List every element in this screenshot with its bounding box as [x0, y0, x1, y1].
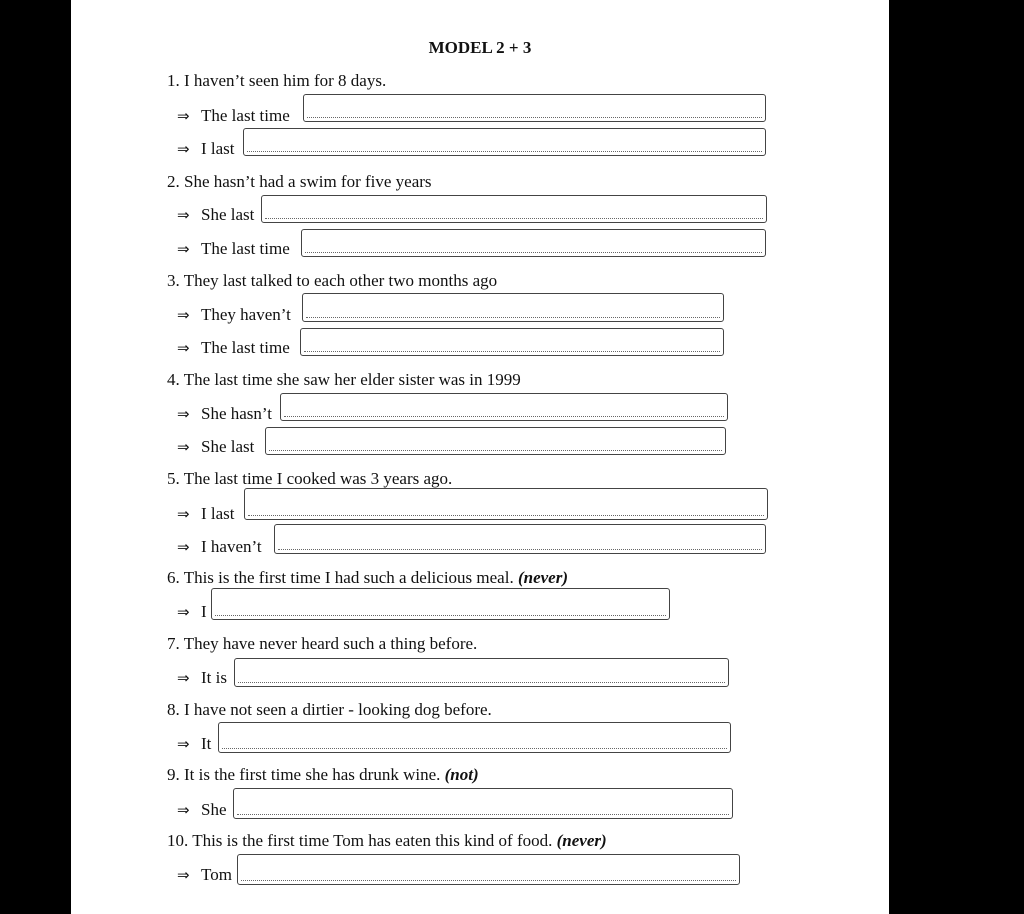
arrow-icon: ⇒: [177, 538, 190, 556]
question-hint: (never): [556, 831, 607, 850]
arrow-icon: ⇒: [177, 140, 190, 158]
answer-box-3b[interactable]: [300, 328, 724, 356]
answer-prompt-2b: [177, 239, 290, 259]
answer-prompt-10a: [177, 865, 232, 885]
question-7: [167, 634, 477, 654]
arrow-icon: ⇒: [177, 603, 190, 621]
prompt-label: I haven’t: [201, 537, 262, 556]
prompt-label: She last: [201, 205, 255, 224]
prompt-label: The last time: [201, 239, 290, 258]
answer-prompt-6a: [177, 602, 207, 622]
arrow-icon: ⇒: [177, 405, 190, 423]
question-text: 4. The last time she saw her elder sister was in 1999: [167, 370, 521, 389]
answer-box-8a[interactable]: [218, 722, 731, 753]
answer-box-1a[interactable]: [303, 94, 766, 122]
question-text: 10. This is the first time Tom has eaten this kind of food.: [167, 831, 553, 850]
answer-box-2a[interactable]: [261, 195, 767, 223]
answer-box-1b[interactable]: [243, 128, 766, 156]
arrow-icon: ⇒: [177, 206, 190, 224]
prompt-label: The last time: [201, 106, 290, 125]
answer-box-7a[interactable]: [234, 658, 729, 687]
answer-box-5a[interactable]: [244, 488, 768, 520]
answer-box-9a[interactable]: [233, 788, 733, 819]
arrow-icon: ⇒: [177, 505, 190, 523]
answer-box-4b[interactable]: [265, 427, 726, 455]
answer-box-3a[interactable]: [302, 293, 724, 322]
answer-prompt-8a: [177, 734, 211, 754]
prompt-label: They haven’t: [201, 305, 291, 324]
answer-prompt-5b: [177, 537, 262, 557]
arrow-icon: ⇒: [177, 801, 190, 819]
arrow-icon: ⇒: [177, 669, 190, 687]
worksheet-page: [71, 0, 889, 914]
answer-prompt-7a: [177, 668, 227, 688]
question-8: [167, 700, 492, 720]
answer-box-5b[interactable]: [274, 524, 766, 554]
answer-prompt-5a: [177, 504, 235, 524]
arrow-icon: ⇒: [177, 438, 190, 456]
question-text: 5. The last time I cooked was 3 years ago.: [167, 469, 453, 488]
answer-box-10a[interactable]: [237, 854, 740, 885]
arrow-icon: ⇒: [177, 735, 190, 753]
question-9: [167, 765, 479, 785]
answer-prompt-9a: [177, 800, 227, 820]
prompt-label: The last time: [201, 338, 290, 357]
prompt-label: I last: [201, 504, 235, 523]
question-text: 6. This is the first time I had such a delicious meal.: [167, 568, 514, 587]
answer-box-6a[interactable]: [211, 588, 670, 620]
question-text: 2. She hasn’t had a swim for five years: [167, 172, 432, 191]
answer-prompt-3b: [177, 338, 290, 358]
prompt-label: She hasn’t: [201, 404, 272, 423]
answer-prompt-2a: [177, 205, 254, 225]
arrow-icon: ⇒: [177, 107, 190, 125]
question-1: [167, 71, 386, 91]
answer-box-4a[interactable]: [280, 393, 728, 421]
answer-prompt-4b: [177, 437, 254, 457]
arrow-icon: ⇒: [177, 339, 190, 357]
arrow-icon: ⇒: [177, 240, 190, 258]
prompt-label: It: [201, 734, 212, 753]
answer-box-2b[interactable]: [301, 229, 766, 257]
question-text: 1. I haven’t seen him for 8 days.: [167, 71, 387, 90]
question-2: [167, 172, 432, 192]
prompt-label: She: [201, 800, 227, 819]
prompt-label: I: [201, 602, 207, 621]
prompt-label: She last: [201, 437, 255, 456]
question-hint: (never): [517, 568, 568, 587]
question-6: [167, 568, 568, 588]
question-hint: (not): [444, 765, 479, 784]
prompt-label: Tom: [201, 865, 232, 884]
answer-prompt-4a: [177, 404, 272, 424]
question-text: 3. They last talked to each other two months ago: [167, 271, 498, 290]
question-4: [167, 370, 521, 390]
page-title: MODEL 2 + 3: [428, 38, 532, 57]
arrow-icon: ⇒: [177, 866, 190, 884]
answer-prompt-1a: [177, 106, 290, 126]
question-text: 9. It is the first time she has drunk wine.: [167, 765, 441, 784]
prompt-label: I last: [201, 139, 235, 158]
answer-prompt-1b: [177, 139, 235, 159]
question-10: [167, 831, 607, 851]
question-text: 7. They have never heard such a thing before.: [167, 634, 478, 653]
question-5: [167, 469, 452, 489]
question-text: 8. I have not seen a dirtier - looking dog before.: [167, 700, 492, 719]
question-3: [167, 271, 497, 291]
arrow-icon: ⇒: [177, 306, 190, 324]
prompt-label: It is: [201, 668, 227, 687]
answer-prompt-3a: [177, 305, 291, 325]
